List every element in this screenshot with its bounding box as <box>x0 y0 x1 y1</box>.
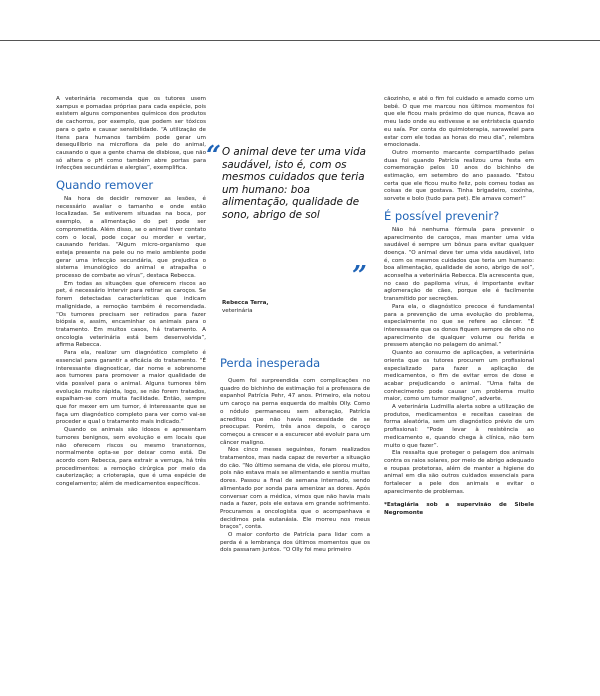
paragraph: Ela ressalta que proteger o pelagem dos animais contra os raios solares, por meio de abrigo adequado e roupas protetoras, além de manter a higiene do animal em dia são outros cuidados essenciais para fortalecer a pele dos animais e evitar o aparecimento de problemas. <box>384 450 534 495</box>
column-left <box>56 96 206 489</box>
paragraph: Não há nenhuma fórmula para prevenir o aparecimento de caroços, mas manter uma vida saudável é sempre um bônus para evitar qualquer doença. “O animal deve ter uma vida saudável, isto é, com os mesmos cuidados que teria um humano: boa alimentação, qualidade de sono, abrigo de sol”, aconselha a veterinária Rebecca. Ela acrescenta que, no caso do papiloma vírus, é importante evitar aglomeração de cães, porque ele é facilmente transmitido por secreções. <box>384 226 534 303</box>
paragraph: O maior conforto de Patrícia para lidar com a perda é a lembrança dos últimos momentos que os dois passaram juntos. “O Olly foi meu primeiro <box>220 532 370 554</box>
paragraph: Para ela, o diagnóstico precoce é fundamental para a prevenção de uma evolução do problema, especialmente no que se refere ao câncer. “É interessante que os donos fiquem sempre de olho no aparecimento de qualquer volume ou ferida e pressem atenção no pelagem do animal.” <box>384 303 534 349</box>
footnote: *Estagiária sob a supervisão de Sibele Negromonte <box>384 502 534 517</box>
paragraph: Na hora de decidir remover as lesões, é necessário avaliar o tamanho e onde estão localizadas. Se estiverem situadas na boca, por exemplo, a alimentação do pet pode ser comprometida. Além disso, se o animal tiver contato com o local, pode coçar ou morder e vertar, causando feridas. “Algum micro-organismo que esteja presente na pele ou no meio ambiente pode gerar uma infecção secundária, que prejudica o sistema imunológico do animal e atrapalha o processo de combate ao vírus”, destaca Rebecca. <box>56 196 206 280</box>
quote-author-name: Rebecca Terra, <box>222 300 269 306</box>
section-heading-perda-inesperada: Perda inesperada <box>220 356 321 370</box>
paragraph: A veterinária Ludmilla alerta sobre a utilização de produtos, medicamentos e receitas caseiras de forma aleatória, sem um diagnóstico prévio de um profissional: “Pode levar à resistência ao medicamento e, quando chega à clínica, não tem muito o que fazer”. <box>384 404 534 449</box>
close-quote-mark: ” <box>352 261 367 291</box>
paragraph: A veterinária recomenda que os tutores usem xampus e pomadas próprias para cada espécie, pois existem alguns componentes químicos dos produtos de cachorros, por exemplo, que podem ser tóxicos para o gato e causar sensibilidade. “A utilização de itens para humanos também pode gerar um desequilíbrio na microflora da pele do animal, causando o que a gente chama de disbiose, que não só altera o pH como também abre portas para infecções secundárias e alergias”, exemplifica. <box>56 96 206 172</box>
pull-quote-text: O animal deve ter uma vida saudável, isto é, com os mesmos cuidados que teria um humano: boa alimentação, qualidade de sono, abrigo de sol <box>222 146 366 221</box>
quote-author-role: veterinária <box>222 307 253 314</box>
paragraph: Quem foi surpreendida com complicações no quadro do bichinho de estimação foi a professora de espanhol Patrícia Pehr, 47 anos. Primeiro, ela notou um caroço na perna esquerda do maltês Olly. Como o nódulo permaneceu sem alteração, Patrícia acreditou que não havia necessidade de se preocupar. Porém, três anos depois, o caroço começou a crescer e a escurecer até evoluir para um câncer maligno. <box>220 378 370 446</box>
open-quote-mark: “ <box>206 141 221 171</box>
section-heading-e-possivel-prevenir: É possível prevenir? <box>384 208 500 223</box>
paragraph: Quanto ao consumo de aplicações, a veterinária orienta que os tutores procurem um profissional especializado para fazer a aplicação de medicamentos, o fim de evitar erros de dose e acabar prejudicando o animal. “Uma falta de conhecimento pode causar um problema muito maior, como um tumor maligno”, adverte. <box>384 350 534 403</box>
paragraph: cãozinho, e até o fim foi cuidado e amado como um bebê. O que me marcou nos últimos momentos foi que ele ficou mais próximo do que nunca, ficava ao meu lado onde eu estivesse e se entristecia quando eu saía. Por conta do quimioterapia, sarawelei para estar com ele todas as horas do meu dia”, relembra emocionada. <box>384 96 534 149</box>
paragraph: Em todas as situações que oferecem riscos ao pet, é necessário intervir para retirar as caroços. Se forem detectadas características que indicam malignidade, a remoção também é recomendada. “Os tumores precisam ser retirados para fazer biópsia e, assim, encaminhar os animais para o tratamento. Em muitos casos, há tratamento. A oncologia veterinária está bem desenvolvida”, afirma Rebecca. <box>56 280 206 349</box>
paragraph: Quando os animais são idosos e apresentam tumores benignos, sem evolução e em locais que não oferecem riscos ou mesmo transtornos, normalmente opta-se por deixar como está. De acordo com Rebecca, para extrair a verruga, há três procedimentos: a remoção cirúrgica por meio da cauterização; a crioterapia, que é uma espécie de congelamento; além de medicamentos específicos. <box>56 427 206 488</box>
column-right <box>384 96 534 518</box>
paragraph: Para ela, realizar um diagnóstico completo é essencial para garantir a eficácia do tratamento. “É interessante diagnosticar, dar nome e sobrenome aos tumores para promover a maior qualidade de vida possível para o animal. Alguns tumores têm evolução muito rápida, logo, se não forem tratados, espalham-se com muita facilidade. Então, sempre que for mexer em um tumor, é interessante que se faça um diagnóstico completo para ver como vai-se proceder e qual o tratamento mais indicado.” <box>56 350 206 426</box>
column-middle <box>220 378 370 555</box>
paragraph: Nos cinco meses seguintes, foram realizados tratamentos, mas nada capaz de reverter a situação do cão. “No último semana de vida, ele piorou muito, pois não estava mais se alimentando e sentia muitas dores. Passou a final de semana internado, sendo alimentado por sonda para amenizar as dores. Após conversar com a médica, vimos que não havia mais nada a fazer, pois ele estava em grande sofrimento. Procuramos a oncologista que o acompanhava e decidimos pela eutanásia. Ele morreu nos meus braços”, conta. <box>220 447 370 531</box>
pull-quote-attribution <box>222 300 269 315</box>
section-heading-quando-remover: Quando remover <box>56 178 154 193</box>
paragraph: Outro momento marcante compartilhado pelas duas foi quando Patrícia realizou uma festa em comemoração pelos 10 anos do bichinho de estimação, em setembro do ano passado. “Estou certa que ele ficou muito feliz, pois comeu todas as coisas de que gostava. Tinha brigadeiro, coxinha, sorvete e bolo (tudo para pet). Ele amava comer!” <box>384 149 534 203</box>
header-rule <box>0 40 600 41</box>
